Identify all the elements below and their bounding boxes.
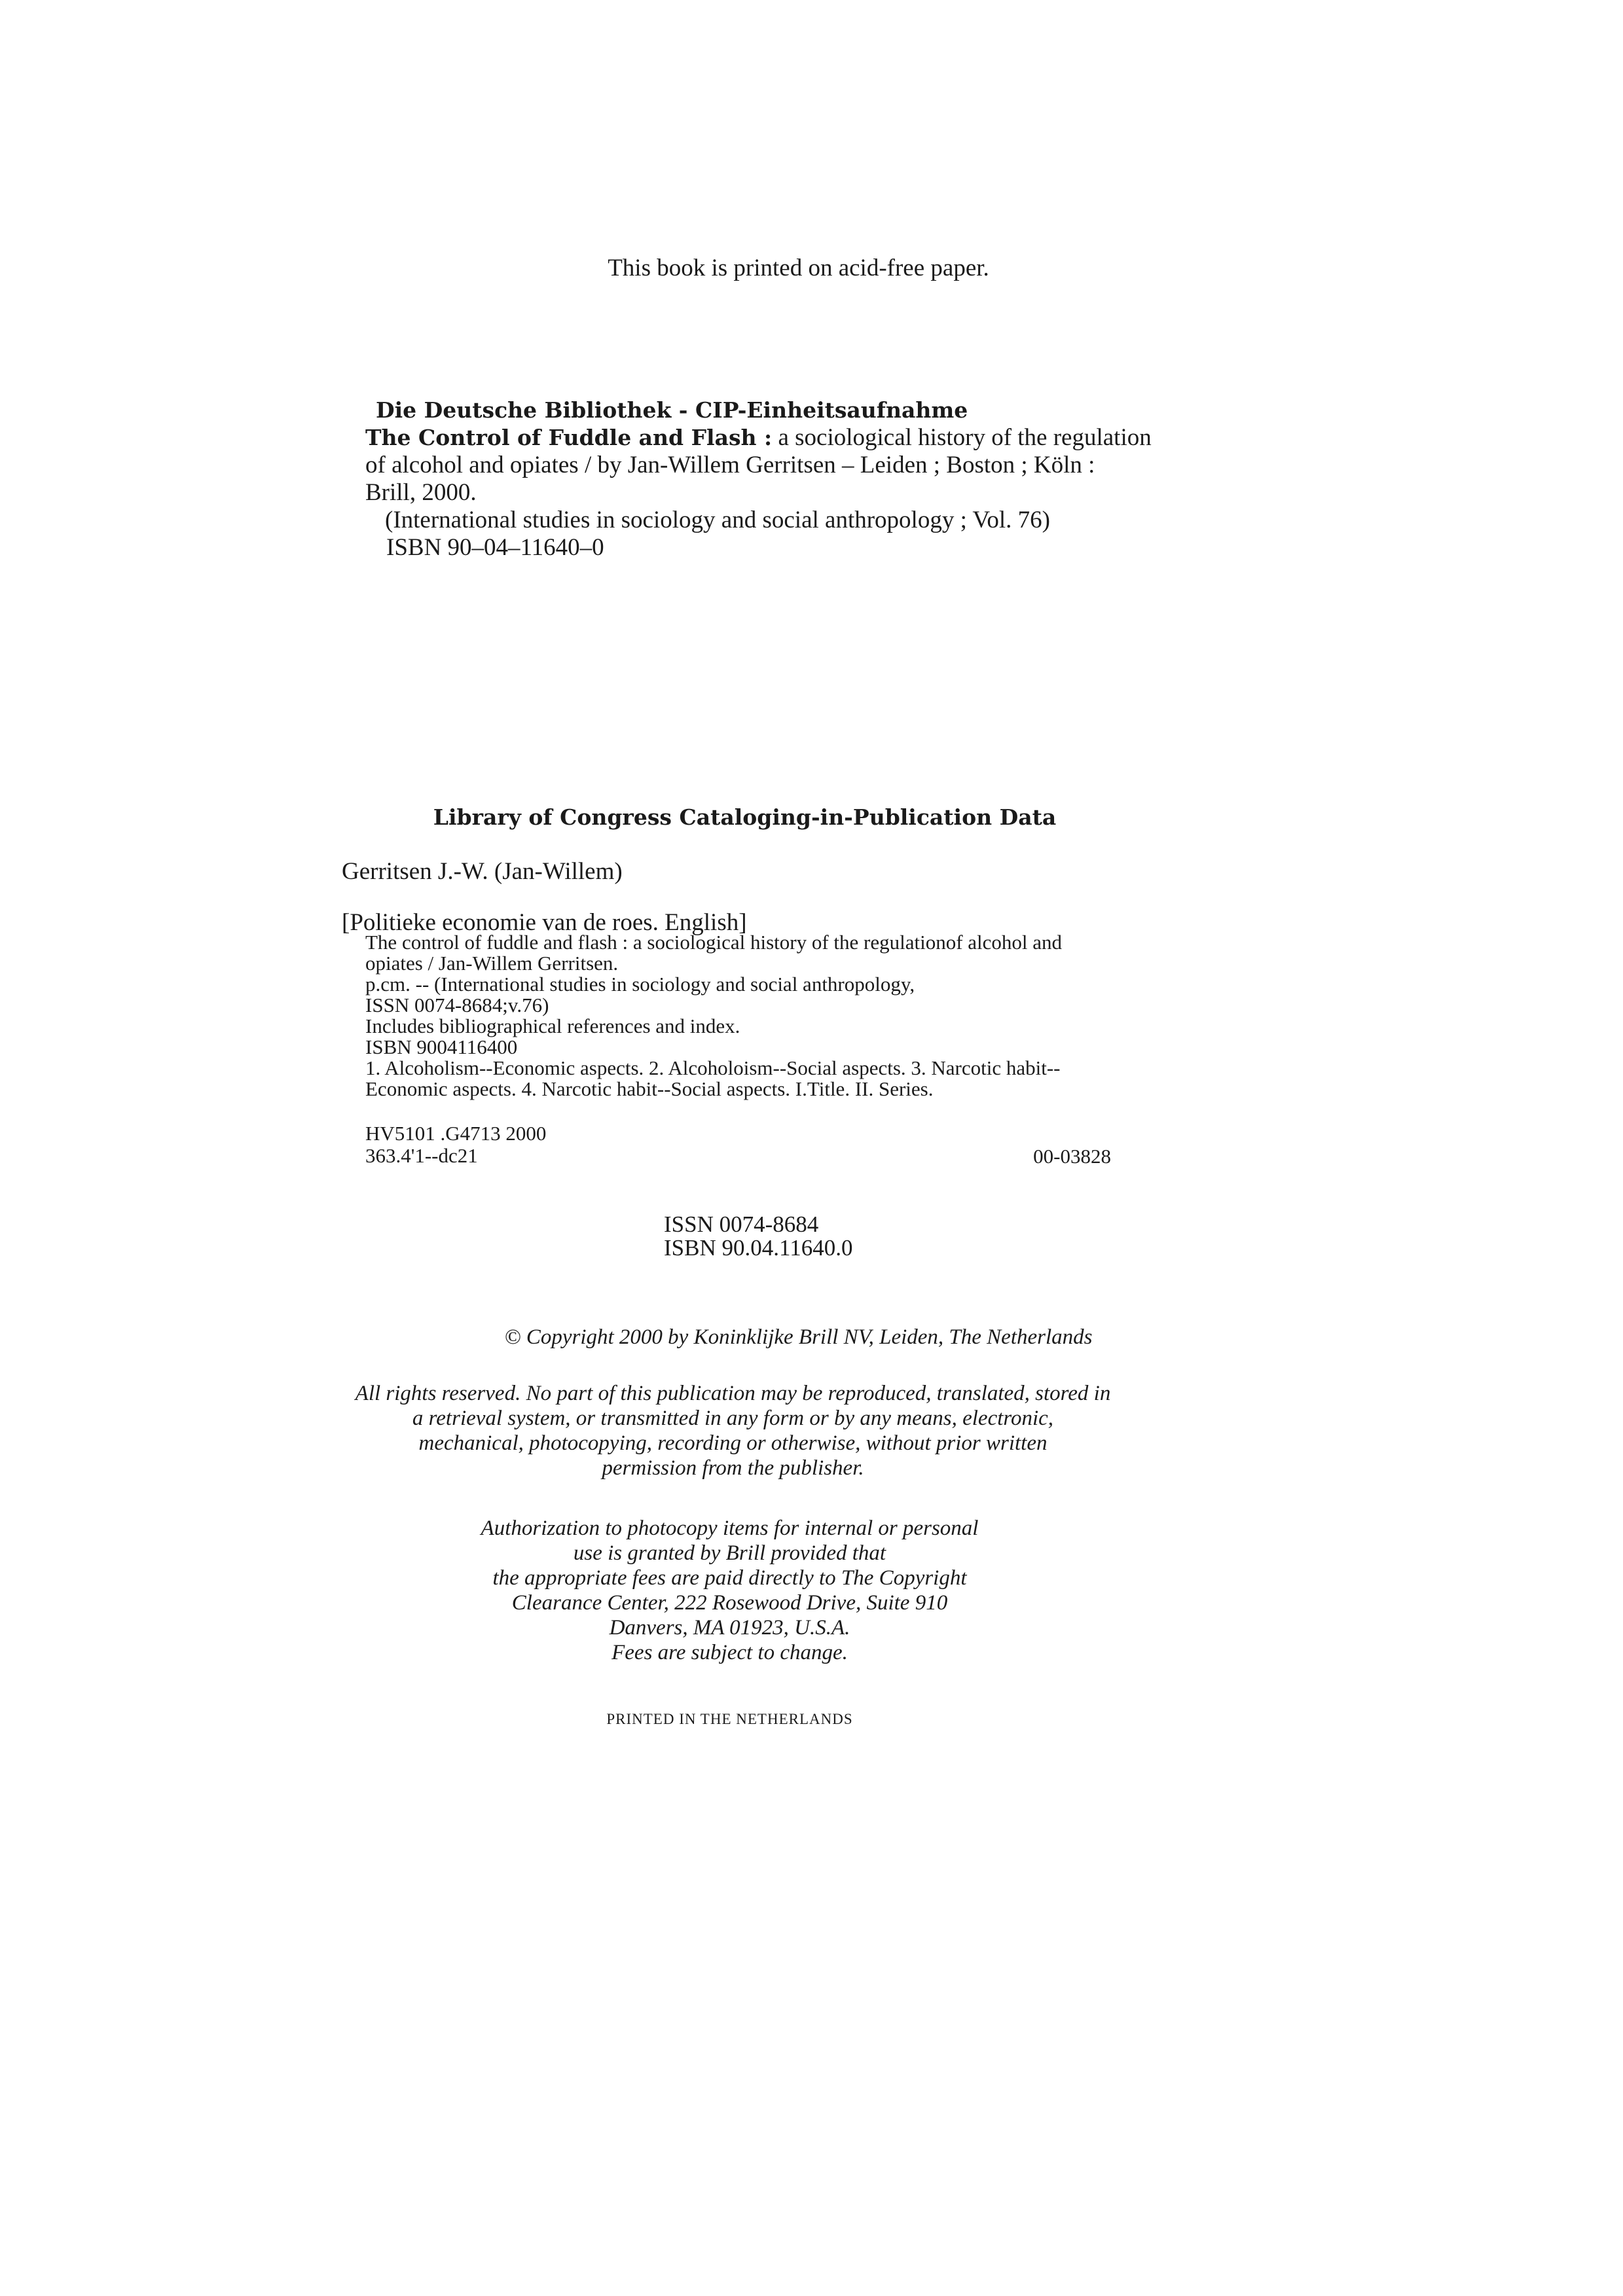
loc-entry [365, 932, 1062, 1100]
cip-record [365, 397, 1152, 562]
loc-entry-line: Includes bibliographical references and index. [365, 1014, 740, 1037]
cip-heading: Die Deutsche Bibliothek - CIP-Einheitsaufnahme [376, 397, 968, 423]
loc-entry-line: Economic aspects. 4. Narcotic habit--Social aspects. I.Title. II. Series. [365, 1077, 934, 1100]
rights-line: All rights reserved. No part of this publication may be reproduced, translated, stored in [355, 1382, 1111, 1405]
loc-heading: Library of Congress Cataloging-in-Publication Data [433, 804, 1057, 830]
loc-entry-line: ISSN 0074-8684;v.76) [365, 994, 549, 1016]
loc-entry-line: ISBN 9004116400 [365, 1035, 518, 1058]
authorization-line: Clearance Center, 222 Rosewood Drive, Suite 910 [511, 1591, 948, 1615]
authorization-line: the appropriate fees are paid directly to The Copyright [492, 1566, 967, 1590]
identifiers [664, 1213, 852, 1260]
loc-call-number-2: 363.4'1--dc21 [365, 1144, 478, 1167]
rights-line: a retrieval system, or transmitted in any form or by any means, electronic, [412, 1407, 1054, 1430]
printed-in: PRINTED IN THE NETHERLANDS [606, 1711, 853, 1727]
rights-reserved [0, 1381, 1623, 1480]
cip-subtitle: a sociological history of the regulation [772, 424, 1152, 451]
acid-free-notice: This book is printed on acid-free paper. [608, 255, 989, 281]
loc-call-number [365, 1122, 546, 1167]
loc-entry-line: 1. Alcoholism--Economic aspects. 2. Alcoholoism--Social aspects. 3. Narcotic habit-- [365, 1056, 1061, 1079]
authorization-line: use is granted by Brill provided that [573, 1541, 886, 1565]
loc-entry-line: The control of fuddle and flash : a sociological history of the regulationof alcohol and [365, 931, 1063, 954]
loc-original-title: [Politieke economie van de roes. English] [342, 909, 747, 936]
authorization-line: Fees are subject to change. [611, 1641, 848, 1664]
loc-call-number-1: HV5101 .G4713 2000 [365, 1122, 547, 1145]
loc-entry-line: p.cm. -- (International studies in sociology and social anthropology, [365, 973, 915, 996]
cip-line-3: Brill, 2000. [365, 479, 477, 506]
authorization-line: Danvers, MA 01923, U.S.A. [609, 1616, 850, 1640]
loc-author: Gerritsen J.-W. (Jan-Willem) [342, 858, 623, 885]
rights-line: mechanical, photocopying, recording or otherwise, without prior written [418, 1431, 1048, 1455]
authorization-line: Authorization to photocopy items for internal or personal [481, 1516, 979, 1540]
cip-isbn: ISBN 90–04–11640–0 [386, 534, 604, 561]
issn: ISSN 0074-8684 [664, 1211, 819, 1237]
copyright-notice: © Copyright 2000 by Koninklijke Brill NV, Leiden, The Netherlands [504, 1325, 1093, 1349]
cip-line-2: of alcohol and opiates / by Jan-Willem Gerritsen – Leiden ; Boston ; Köln : [365, 452, 1095, 478]
loc-entry-line: opiates / Jan-Willem Gerritsen. [365, 952, 619, 975]
cip-title-line [365, 424, 1152, 452]
cip-title: The Control of Fuddle and Flash : [365, 425, 773, 450]
rights-line: permission from the publisher. [602, 1456, 864, 1480]
isbn: ISBN 90.04.11640.0 [664, 1235, 853, 1261]
cip-series: (International studies in sociology and social anthropology ; Vol. 76) [385, 507, 1050, 533]
loc-lccn: 00-03828 [1033, 1145, 1111, 1168]
photocopy-authorization [0, 1516, 1623, 1665]
